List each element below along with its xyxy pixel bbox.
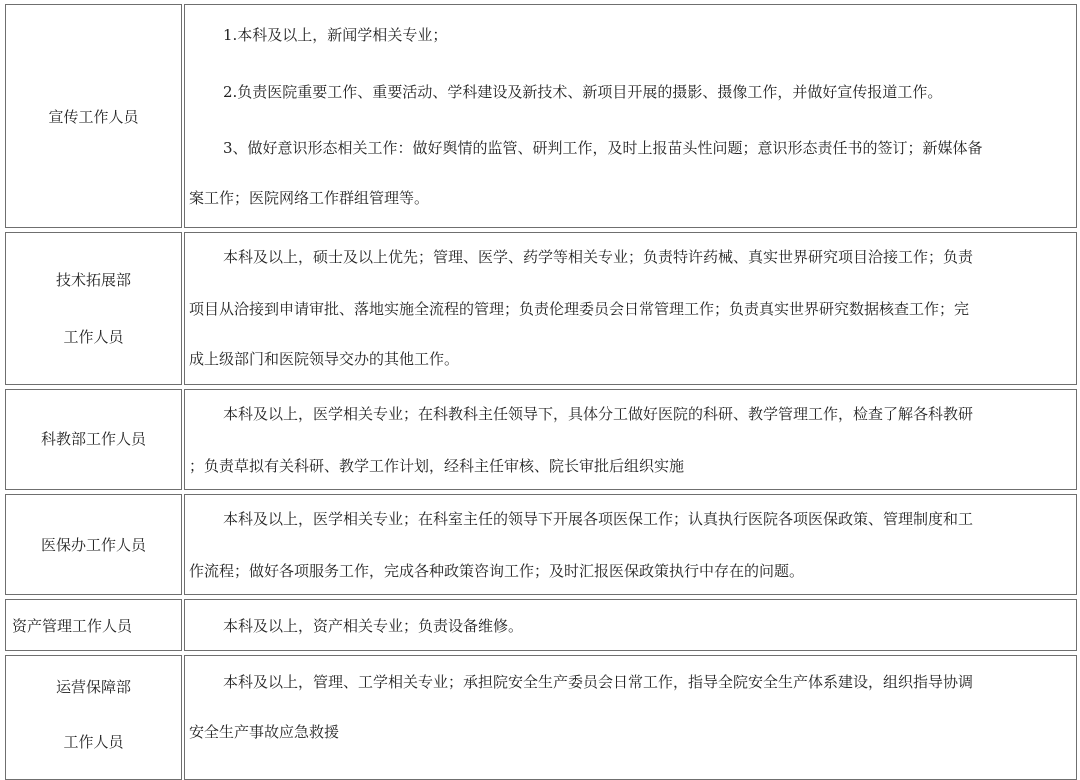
role-label: 科教部工作人员 <box>40 430 146 448</box>
role-label: 运营保障部 <box>55 678 131 696</box>
role-label: 资产管理工作人员 <box>12 617 133 635</box>
description-cell <box>184 655 1077 780</box>
description-line: 案工作；医院网络工作群组管理等。 <box>189 189 430 207</box>
description-cell <box>184 599 1077 651</box>
description-line: 本科及以上，医学相关专业；在科教科主任领导下，具体分工做好医院的科研、教学管理工作，检查了解各科教研 <box>223 405 974 423</box>
role-label: 工作人员 <box>63 733 124 751</box>
role-cell <box>5 599 182 651</box>
role-cell <box>5 232 182 385</box>
table-row-tech-expansion <box>5 232 1077 385</box>
description-line: 本科及以上，硕士及以上优先；管理、医学、药学等相关专业；负责特许药械、真实世界研究项目洽接工作；负责 <box>223 248 974 266</box>
table-row-publicity <box>5 4 1077 228</box>
role-label: 医保办工作人员 <box>40 536 146 554</box>
description-cell <box>184 389 1077 490</box>
description-cell <box>184 232 1077 385</box>
description-line: 本科及以上，资产相关专业；负责设备维修。 <box>223 617 524 635</box>
role-cell <box>5 4 182 228</box>
role-label: 技术拓展部 <box>55 271 131 289</box>
description-line: 安全生产事故应急救援 <box>189 723 340 741</box>
description-line: 1.本科及以上，新闻学相关专业； <box>223 26 448 44</box>
role-label: 宣传工作人员 <box>48 108 139 126</box>
table-row-operations <box>5 655 1077 780</box>
description-line: 3、做好意识形态相关工作：做好舆情的监管、研判工作，及时上报苗头性问题；意识形态责任书的签订；新媒体备 <box>223 139 983 157</box>
description-line: 作流程；做好各项服务工作，完成各种政策咨询工作；及时汇报医保政策执行中存在的问题。 <box>189 562 805 580</box>
table-row-medical-insurance <box>5 494 1077 595</box>
description-cell <box>184 4 1077 228</box>
description-cell <box>184 494 1077 595</box>
table-row-asset-management <box>5 599 1077 651</box>
role-cell <box>5 389 182 490</box>
role-cell <box>5 655 182 780</box>
role-label: 工作人员 <box>63 328 124 346</box>
description-line: 成上级部门和医院领导交办的其他工作。 <box>189 350 460 368</box>
description-line: 本科及以上，管理、工学相关专业；承担院安全生产委员会日常工作，指导全院安全生产体系建设，组织指导协调 <box>223 673 974 691</box>
role-cell <box>5 494 182 595</box>
description-line: 2.负责医院重要工作、重要活动、学科建设及新技术、新项目开展的摄影、摄像工作，并做好宣传报道工作。 <box>223 83 943 101</box>
table-row-science-education <box>5 389 1077 490</box>
description-line: 项目从洽接到申请审批、落地实施全流程的管理；负责伦理委员会日常管理工作；负责真实世界研究数据核查工作；完 <box>189 300 970 318</box>
description-line: ；负责草拟有关科研、教学工作计划，经科主任审核、院长审批后组织实施 <box>189 457 685 475</box>
description-line: 本科及以上，医学相关专业；在科室主任的领导下开展各项医保工作；认真执行医院各项医保政策、管理制度和工 <box>223 510 974 528</box>
